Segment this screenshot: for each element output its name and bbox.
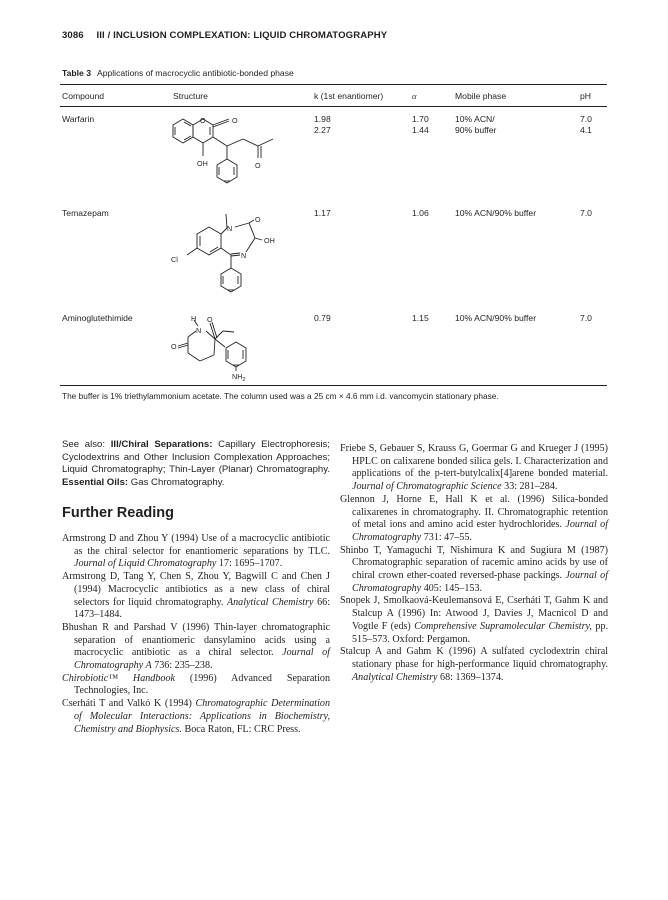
ph-value: 4.1 bbox=[580, 125, 592, 135]
compound-name: Warfarin bbox=[62, 114, 95, 124]
running-header bbox=[62, 30, 387, 41]
atom-label: H bbox=[191, 314, 197, 323]
mobile-phase: 10% ACN/ bbox=[455, 114, 495, 124]
table-caption-text: Applications of macrocyclic antibiotic-bonded phase bbox=[96, 68, 294, 78]
see-also-label: See also: bbox=[62, 439, 106, 450]
reference-item: Shinbo T, Yamaguchi T, Nishimura K and Sugiura M (1987) Chromatographic separation of racemic amino acids by use of chiral crown ether-coated reversed-phase packings. Journal of Chromatography 405: 145–153. bbox=[340, 544, 608, 594]
table-bottom-rule bbox=[60, 385, 607, 386]
alpha-value: 1.06 bbox=[412, 208, 429, 218]
mobile-phase: 10% ACN/90% buffer bbox=[455, 208, 537, 218]
table-caption bbox=[62, 68, 294, 78]
atom-label: O bbox=[207, 315, 213, 324]
atom-label: N bbox=[241, 251, 247, 260]
mobile-phase: 90% buffer bbox=[455, 125, 497, 135]
ph-value: 7.0 bbox=[580, 313, 592, 323]
table-top-rule bbox=[60, 84, 607, 85]
mobile-phase: 10% ACN/90% buffer bbox=[455, 313, 537, 323]
col-header-compound: Compound bbox=[62, 91, 105, 101]
col-header-structure: Structure bbox=[173, 91, 208, 101]
reference-item: Glennon J, Horne E, Hall K et al. (1996) Silica-bonded calixarenes in chromatography. II. Chromatographic retention of metal ions and amino acid ester hydrochlorides. Journal of Chromatography 731: 47–55. bbox=[340, 493, 608, 543]
reference-item: Chirobiotic™ Handbook (1996) Advanced Separation Technologies, Inc. bbox=[62, 672, 330, 697]
alpha-value: 1.44 bbox=[412, 125, 429, 135]
col-header-mobile-phase: Mobile phase bbox=[455, 91, 507, 101]
see-also-section-2: Essential Oils: bbox=[62, 476, 129, 488]
ph-value: 7.0 bbox=[580, 114, 592, 124]
k-value: 1.98 bbox=[314, 114, 331, 124]
col-header-alpha: α bbox=[412, 91, 417, 101]
atom-label: $NH_2$ bbox=[232, 372, 246, 383]
atom-label: N bbox=[196, 326, 202, 335]
see-also-entries-2: Gas Chromatography. bbox=[130, 476, 225, 488]
col-header-ph: pH bbox=[580, 91, 591, 101]
k-value: 1.17 bbox=[314, 208, 331, 218]
col-header-k: k (1st enantiomer) bbox=[314, 91, 384, 101]
atom-label: O bbox=[255, 161, 261, 170]
atom-label: O bbox=[255, 215, 261, 224]
atom-label: O bbox=[171, 342, 177, 351]
table-header-rule bbox=[60, 106, 607, 107]
atom-label: O bbox=[200, 116, 206, 125]
temazepam-structure bbox=[165, 200, 300, 300]
see-also-entries-1: Capillary Electrophoresis; Cyclodextrins and Other Inclusion Complexation Approaches; Liquid Chromatography; Thin-Layer (Planar) Chromatography. bbox=[62, 439, 330, 476]
running-title: III / INCLUSION COMPLEXATION: LIQUID CHROMATOGRAPHY bbox=[96, 30, 388, 41]
see-also-section-1: III/Chiral Separations: bbox=[110, 439, 213, 450]
atom-label: Cl bbox=[171, 255, 178, 264]
atom-label: OH bbox=[264, 236, 275, 245]
page-number: 3086 bbox=[62, 30, 84, 41]
see-also-paragraph bbox=[62, 439, 330, 489]
ph-value: 7.0 bbox=[580, 208, 592, 218]
compound-name: Temazepam bbox=[62, 208, 109, 218]
warfarin-structure bbox=[165, 106, 300, 196]
reference-item: Armstrong D and Zhou Y (1994) Use of a macrocyclic antibiotic as the chiral selector for enantiomeric separations by TLC. Journal of Liquid Chromatography 17: 1695–1707. bbox=[62, 533, 330, 570]
reference-item: Friebe S, Gebauer S, Krauss G, Goermar G and Krueger J (1995) HPLC on calixarene bonded silica gels. I. Characterization and applications of the p-tert-butylcalix[4]arene bonded material. Journal of Chromatographic Science 33: 281–284. bbox=[340, 443, 608, 493]
atom-label: N bbox=[227, 224, 233, 233]
aminoglutethimide-structure bbox=[165, 305, 300, 385]
compound-name: Aminoglutethimide bbox=[62, 313, 133, 323]
atom-label: OH bbox=[197, 159, 208, 168]
reference-item: Cserháti T and Valkó K (1994) Chromatographic Determination of Molecular Interactions: Applications in Biochemistry, Chemistry and Biophysics. Boca Raton, FL: CRC Press. bbox=[62, 698, 330, 735]
references-right-column bbox=[340, 443, 608, 684]
references-left-column bbox=[62, 533, 330, 736]
alpha-value: 1.15 bbox=[412, 313, 429, 323]
atom-label: O bbox=[232, 116, 238, 125]
reference-item: Armstrong D, Tang Y, Chen S, Zhou Y, Bagwill C and Chen J (1994) Macrocyclic antibiotics as a new class of chiral selectors for liquid chromatography. Analytical Chemistry 66: 1473–1484. bbox=[62, 571, 330, 621]
table-footnote: The buffer is 1% triethylammonium acetate. The column used was a 25 cm × 4.6 mm i.d. vancomycin stationary phase. bbox=[62, 391, 499, 401]
reference-item: Stalcup A and Gahm K (1996) A sulfated cyclodextrin chiral stationary phase for high-performance liquid chromatography. Analytical Chemistry 68: 1369–1374. bbox=[340, 646, 608, 683]
reference-item: Snopek J, Smolkaová-Keulemansová E, Cserháti T, Gahm K and Stalcup A (1996) In: Atwood J, Davies J, Macnicol D and Vogtle F (eds) Comprehensive Supramolecular Chemistry, pp. 515–573. Oxford: Pergamon. bbox=[340, 595, 609, 645]
further-reading-heading: Further Reading bbox=[62, 505, 174, 521]
table-label: Table 3 bbox=[62, 68, 91, 78]
reference-item: Bhushan R and Parshad V (1996) Thin-layer chromatographic separation of enantiomeric dansylamino acids using a macrocyclic antibiotic as a chiral selector. Journal of Chromatography A 736: 235–238. bbox=[62, 621, 330, 672]
alpha-value: 1.70 bbox=[412, 114, 429, 124]
k-value: 0.79 bbox=[314, 313, 331, 323]
k-value: 2.27 bbox=[314, 125, 331, 135]
